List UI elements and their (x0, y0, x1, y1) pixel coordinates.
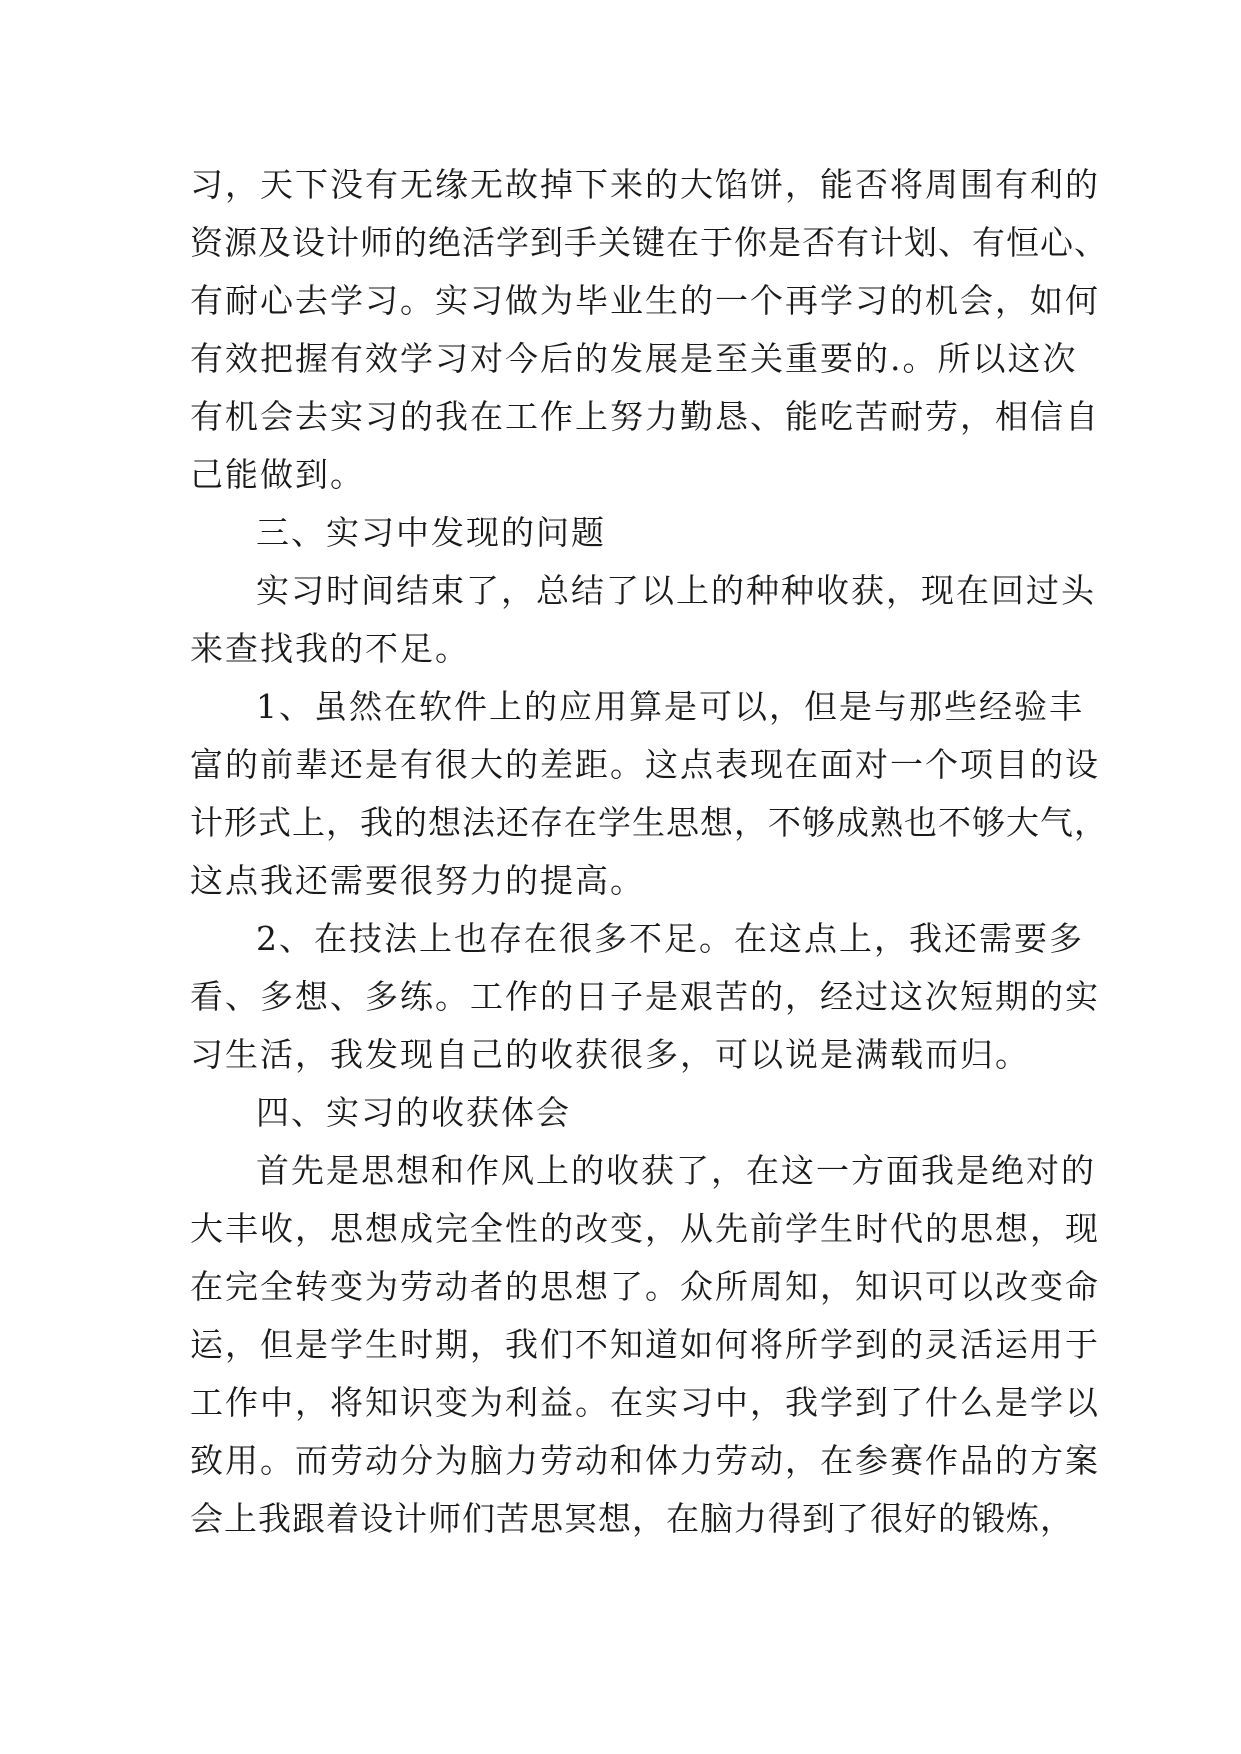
text-line: 有效把握有效学习对今后的发展是至关重要的.。所以这次 (190, 339, 1078, 378)
text-line: 看、多想、多练。工作的日子是艰苦的，经过这次短期的实 (190, 977, 1100, 1016)
text-line: 大丰收，思想成完全性的改变，从先前学生时代的思想，现 (190, 1209, 1100, 1248)
text-line: 2、在技法上也存在很多不足。在这点上，我还需要多 (256, 919, 1084, 958)
text-line: 计形式上，我的想法还存在学生思想，不够成熟也不够大气， (190, 803, 1108, 842)
section-heading: 四、实习的收获体会 (256, 1093, 571, 1132)
text-line: 富的前辈还是有很大的差距。这点表现在面对一个项目的设 (190, 745, 1100, 784)
text-line: 有耐心去学习。实习做为毕业生的一个再学习的机会，如何 (190, 281, 1100, 320)
text-line: 有机会去实习的我在工作上努力勤恳、能吃苦耐劳，相信自 (190, 397, 1100, 436)
text-line: 首先是思想和作风上的收获了，在这一方面我是绝对的 (256, 1151, 1096, 1190)
text-line: 习生活，我发现自己的收获很多，可以说是满载而归。 (190, 1035, 1030, 1074)
text-line: 实习时间结束了，总结了以上的种种收获，现在回过头 (256, 571, 1096, 610)
text-line: 习，天下没有无缘无故掉下来的大馅饼，能否将周围有利的 (190, 165, 1100, 204)
text-line: 己能做到。 (190, 455, 365, 494)
text-line: 这点我还需要很努力的提高。 (190, 861, 645, 900)
text-line: 在完全转变为劳动者的思想了。众所周知，知识可以改变命 (190, 1267, 1100, 1306)
text-line: 致用。而劳动分为脑力劳动和体力劳动，在参赛作品的方案 (190, 1441, 1100, 1480)
section-heading: 三、实习中发现的问题 (256, 513, 606, 552)
text-line: 来查找我的不足。 (190, 629, 470, 668)
text-line: 运，但是学生时期，我们不知道如何将所学到的灵活运用于 (190, 1325, 1100, 1364)
text-line: 1、虽然在软件上的应用算是可以，但是与那些经验丰 (256, 687, 1084, 726)
text-line: 会上我跟着设计师们苦思冥想，在脑力得到了很好的锻炼， (190, 1499, 1074, 1538)
text-line: 资源及设计师的绝活学到手关键在于你是否有计划、有恒心、 (190, 223, 1108, 262)
text-line: 工作中，将知识变为利益。在实习中，我学到了什么是学以 (190, 1383, 1100, 1422)
